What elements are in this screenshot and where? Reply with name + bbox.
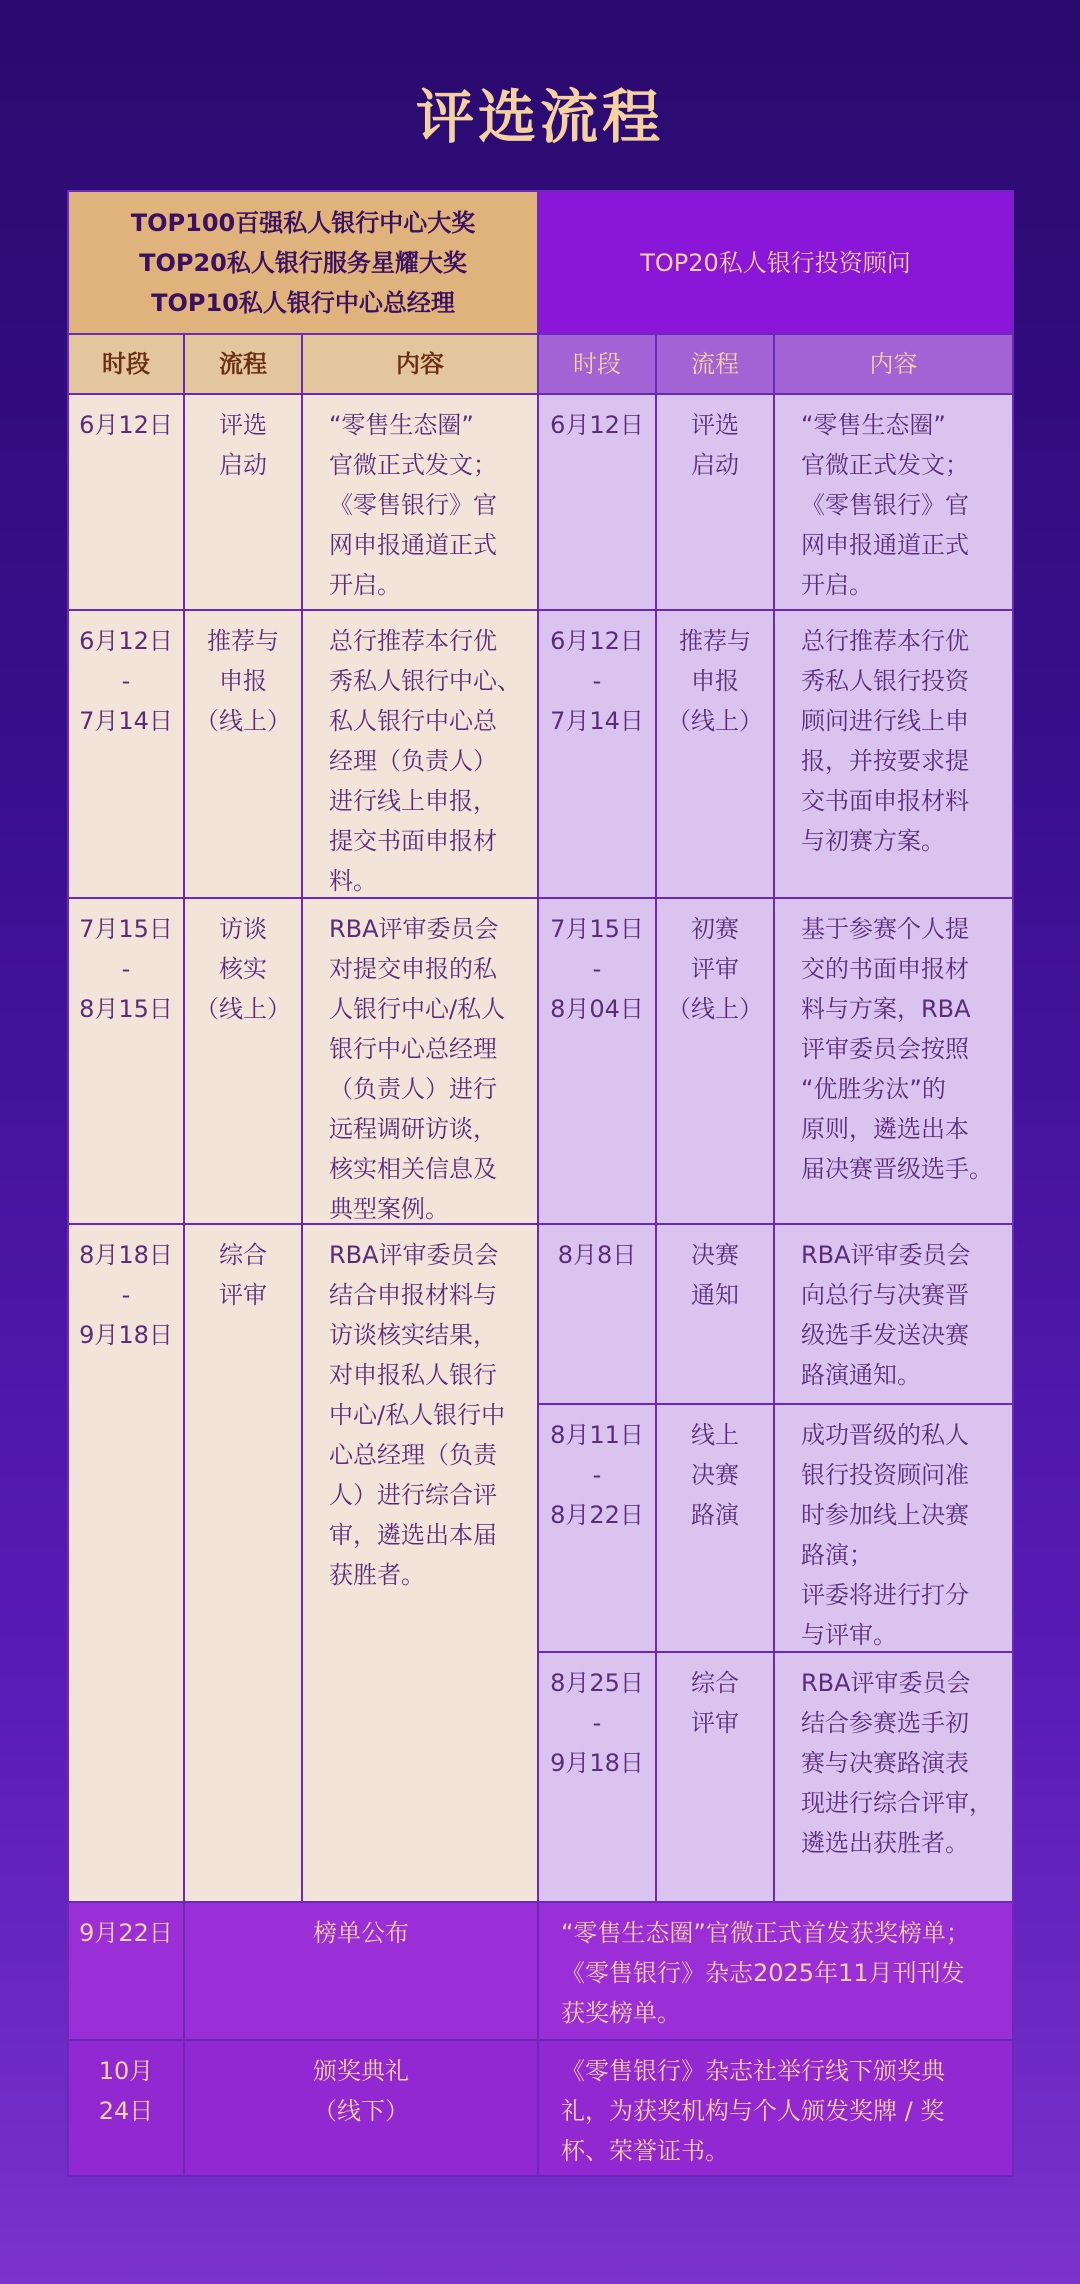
right-col-flow: 流程 [657,335,775,395]
footer-row-flow: 榜单公布 [185,1903,539,2041]
right-row-content: “零售生态圈” 官微正式发文； 《零售银行》官 网申报通道正式 开启。 [775,395,1014,611]
right-row-flow: 决赛 通知 [657,1225,775,1405]
footer-row-time: 9月22日 [67,1903,185,2041]
left-row-flow: 综合 评审 [185,1225,303,1903]
right-row-time: 6月12日 [539,395,657,611]
right-row-content: 成功晋级的私人 银行投资顾问准 时参加线上决赛 路演； 评委将进行打分 与评审。 [775,1405,1014,1653]
left-row-time: 6月12日 [67,395,185,611]
left-row-time: 7月15日 - 8月15日 [67,899,185,1225]
right-row-flow: 评选 启动 [657,395,775,611]
left-row-time: 6月12日 - 7月14日 [67,611,185,899]
left-row-content: 总行推荐本行优 秀私人银行中心、 私人银行中心总 经理（负责人） 进行线上申报， 提交书面申报材 料。 [303,611,539,899]
right-col-content: 内容 [775,335,1014,395]
left-col-time: 时段 [67,335,185,395]
left-row-content: RBA评审委员会 结合申报材料与 访谈核实结果， 对申报私人银行 中心/私人银行中 心总经理（负责 人）进行综合评 审，遴选出本届 获胜者。 [303,1225,539,1903]
right-row-flow: 初赛 评审 （线上） [657,899,775,1225]
left-row-flow: 推荐与 申报 （线上） [185,611,303,899]
right-row-flow: 线上 决赛 路演 [657,1405,775,1653]
left-row-time: 8月18日 - 9月18日 [67,1225,185,1903]
footer-row-time: 10月 24日 [67,2041,185,2177]
right-row-flow: 综合 评审 [657,1653,775,1903]
footer-row-content: “零售生态圈”官微正式首发获奖榜单； 《零售银行》杂志2025年11月刊刊发 获奖榜单。 [539,1903,1014,2041]
right-row-time: 6月12日 - 7月14日 [539,611,657,899]
left-col-content: 内容 [303,335,539,395]
left-row-flow: 访谈 核实 （线上） [185,899,303,1225]
left-award-header: TOP100百强私人银行中心大奖 TOP20私人银行服务星耀大奖 TOP10私人银行中心总经理 [67,190,539,335]
right-row-content: 基于参赛个人提 交的书面申报材 料与方案，RBA 评审委员会按照 “优胜劣汰”的 原则，遴选出本 届决赛晋级选手。 [775,899,1014,1225]
left-row-flow: 评选 启动 [185,395,303,611]
right-row-flow: 推荐与 申报 （线上） [657,611,775,899]
left-col-flow: 流程 [185,335,303,395]
right-row-content: RBA评审委员会 结合参赛选手初 赛与决赛路演表 现进行综合评审， 遴选出获胜者。 [775,1653,1014,1903]
right-award-header: TOP20私人银行投资顾问 [539,190,1014,335]
right-row-content: RBA评审委员会 向总行与决赛晋 级选手发送决赛 路演通知。 [775,1225,1014,1405]
footer-row-content: 《零售银行》杂志社举行线下颁奖典 礼，为获奖机构与个人颁发奖牌 / 奖 杯、荣誉证书。 [539,2041,1014,2177]
right-row-time: 8月8日 [539,1225,657,1405]
right-row-time: 7月15日 - 8月04日 [539,899,657,1225]
left-row-content: RBA评审委员会 对提交申报的私 人银行中心/私人 银行中心总经理 （负责人）进行 远程调研访谈， 核实相关信息及 典型案例。 [303,899,539,1225]
right-row-time: 8月11日 - 8月22日 [539,1405,657,1653]
page-title: 评选流程 [415,83,664,151]
right-row-time: 8月25日 - 9月18日 [539,1653,657,1903]
left-row-content: “零售生态圈” 官微正式发文； 《零售银行》官 网申报通道正式 开启。 [303,395,539,611]
schedule-table [67,190,1014,2177]
right-row-content: 总行推荐本行优 秀私人银行投资 顾问进行线上申 报，并按要求提 交书面申报材料 与初赛方案。 [775,611,1014,899]
right-col-time: 时段 [539,335,657,395]
footer-row-flow: 颁奖典礼 （线下） [185,2041,539,2177]
